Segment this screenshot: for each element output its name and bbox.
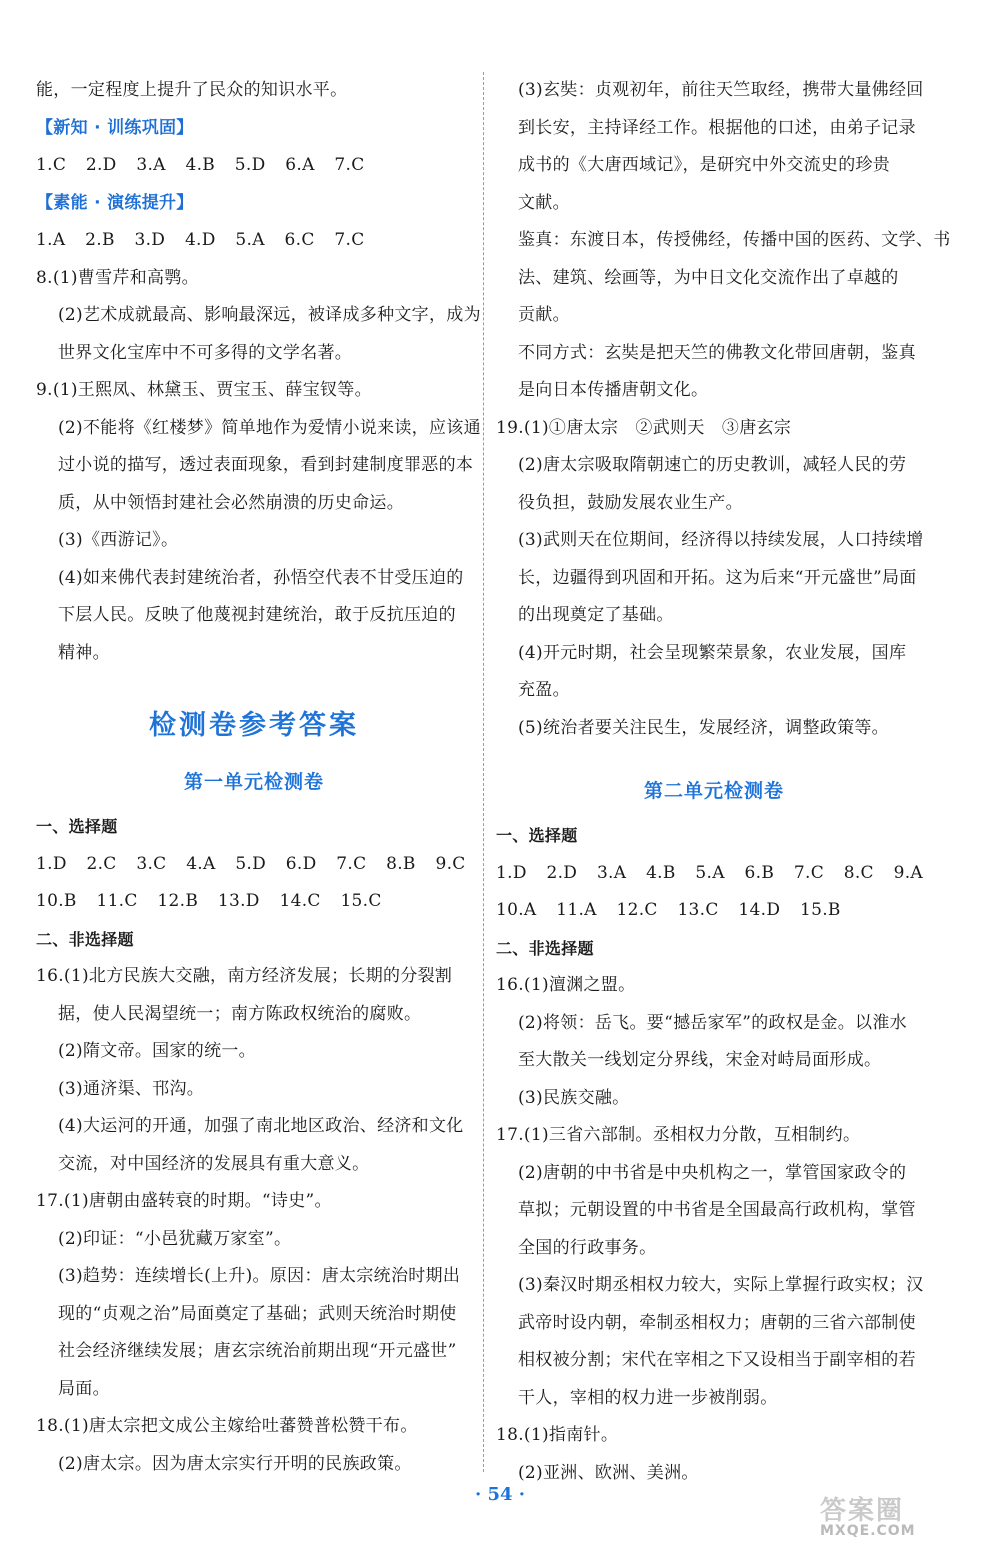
- non-choice-heading: 二、非选择题: [36, 929, 134, 949]
- text-line: 充盈。: [518, 680, 570, 700]
- text-line: 是向日本传播唐朝文化。: [518, 380, 709, 400]
- answer-row: [496, 855, 932, 893]
- answer: 3.A: [136, 155, 166, 175]
- answer: 5.A: [235, 230, 265, 250]
- text-line: 过小说的描写，透过表面现象，看到封建制度罪恶的本: [58, 455, 474, 475]
- answer: 4.B: [646, 862, 676, 883]
- section-tag-new-knowledge: 【新知 · 训练巩固】: [36, 117, 194, 138]
- text-line: 据，使人民渴望统一；南方陈政权统治的腐败。: [58, 1003, 422, 1024]
- non-choice-heading: 二、非选择题: [496, 938, 594, 958]
- question-8: 8.(1)曹雪芹和高鹗。: [36, 267, 199, 288]
- watermark: [820, 1490, 990, 1538]
- watermark-url: MXQE.COM: [820, 1523, 916, 1539]
- answer: 6.D: [285, 853, 317, 874]
- answer: 1.A: [36, 230, 66, 250]
- section-tag-ability: 【素能 · 演练提升】: [36, 192, 194, 213]
- text-line: 役负担，鼓励发展农业生产。: [518, 492, 743, 513]
- unit-2-title: 第二单元检测卷: [643, 780, 784, 802]
- text-line: (5)统治者要关注民生，发展经济，调整政策等。: [518, 717, 889, 738]
- text-line: 局面。: [58, 1378, 110, 1399]
- answer: 4.A: [186, 853, 216, 874]
- answer: 6.B: [744, 862, 775, 883]
- text-line: 的出现奠定了基础。: [518, 605, 674, 625]
- question-19: 19.(1)①唐太宗 ②武则天 ③唐玄宗: [496, 417, 792, 438]
- text-line: 成书的《大唐西域记》，是研究中外交流史的珍贵: [518, 155, 891, 175]
- text-line: (3)《西游记》。: [58, 530, 179, 550]
- answer: 1.C: [36, 155, 67, 175]
- answer: 2.C: [86, 853, 117, 874]
- answer: 2.D: [546, 862, 578, 883]
- text-line: 武帝时设内朝，牵制丞相权力；唐朝的三省六部制使: [518, 1312, 916, 1333]
- answer: 14.C: [279, 891, 321, 911]
- answer: 8.B: [386, 853, 416, 874]
- answer: 1.D: [36, 853, 67, 874]
- answer: 2.B: [85, 230, 115, 250]
- text-line: 法、建筑、绘画等，为中日文化交流作出了卓越的: [518, 267, 899, 288]
- text-line: 质，从中领悟封建社会必然崩溃的历史命运。: [58, 492, 404, 513]
- answer: 10.B: [36, 891, 77, 911]
- answer: 5.D: [235, 853, 267, 874]
- answer-row: [36, 883, 472, 921]
- text-line: (3)武则天在位期间，经济得以持续发展，人口持续增: [518, 530, 924, 550]
- text-line: 全国的行政事务。: [518, 1237, 657, 1258]
- text-line: (2)唐太宗吸取隋朝速亡的历史教训，减轻人民的劳: [518, 455, 907, 475]
- text-line: (2)将领：岳飞。要“撼岳家军”的政权是金。以淮水: [518, 1012, 907, 1033]
- right-column: [496, 72, 951, 1492]
- text-line: (2)不能将《红楼梦》简单地作为爱情小说来读，应该通: [58, 417, 481, 438]
- text-line: 不同方式：玄奘是把天竺的佛教文化带回唐朝，鉴真: [518, 342, 916, 363]
- answer: 7.C: [334, 155, 365, 175]
- page-number: · 54 ·: [474, 1484, 526, 1505]
- text-line: (3)秦汉时期丞相权力较大，实际上掌握行政实权；汉: [518, 1275, 924, 1295]
- answer: 7.C: [793, 862, 825, 883]
- answer: 6.C: [284, 230, 315, 250]
- answer: 5.A: [695, 862, 725, 883]
- answer: 8.C: [843, 862, 874, 883]
- answer: 7.C: [334, 230, 365, 250]
- text-line: (3)通济渠、邗沟。: [58, 1078, 205, 1099]
- answer: 15.C: [340, 891, 382, 911]
- text-line: 现的“贞观之治”局面奠定了基础；武则天统治时期使: [58, 1303, 457, 1324]
- text-line: 世界文化宝库中不可多得的文学名著。: [58, 342, 353, 363]
- question-17: 17.(1)三省六部制。丞相权力分散，互相制约。: [496, 1125, 861, 1145]
- answer: 2.D: [85, 155, 117, 175]
- watermark-logo: 答案圈: [820, 1496, 905, 1526]
- answer: 11.A: [556, 900, 597, 920]
- text-line: 到长安，主持译经工作。根据他的口述，由弟子记录: [518, 117, 916, 138]
- answer-row: [36, 846, 472, 884]
- answer-key-title: 检测卷参考答案: [149, 710, 359, 741]
- choice-heading: 一、选择题: [496, 826, 578, 845]
- text-line: 至大散关一线划定分界线，宋金对峙局面形成。: [518, 1050, 882, 1070]
- answer: 11.C: [96, 891, 138, 911]
- text-line: (3)玄奘：贞观初年，前往天竺取经，携带大量佛经回: [518, 80, 924, 100]
- answer: 12.B: [157, 891, 199, 911]
- unit-1-title: 第一单元检测卷: [183, 771, 324, 793]
- text-line: (4)大运河的开通，加强了南北地区政治、经济和文化: [58, 1116, 464, 1136]
- question-16: 16.(1)澶渊之盟。: [496, 975, 636, 995]
- question-18: 18.(1)指南针。: [496, 1425, 619, 1445]
- text-line: 相权被分割；宋代在宰相之下又设相当于副宰相的若: [518, 1350, 916, 1370]
- text-line: (2)隋文帝。国家的统一。: [58, 1041, 256, 1061]
- text-line: 鉴真：东渡日本，传授佛经，传播中国的医药、文学、书: [518, 230, 951, 250]
- question-18: 18.(1)唐太宗把文成公主嫁给吐蕃赞普松赞干布。: [36, 1416, 418, 1436]
- answer: 6.A: [285, 155, 315, 175]
- text-line: (4)开元时期，社会呈现繁荣景象，农业发展，国库: [518, 642, 907, 663]
- text-line: 能，一定程度上提升了民众的知识水平。: [36, 80, 348, 100]
- text-line: (2)艺术成就最高、影响最深远，被译成多种文字，成为: [58, 305, 481, 325]
- text-line: (2)亚洲、欧洲、美洲。: [518, 1462, 699, 1483]
- answer-row: [36, 222, 472, 260]
- text-line: (3)民族交融。: [518, 1087, 630, 1108]
- text-line: 交流，对中国经济的发展具有重大意义。: [58, 1153, 370, 1174]
- answer: 7.C: [336, 853, 367, 874]
- answer: 13.D: [217, 891, 260, 911]
- answer-row: [496, 892, 932, 930]
- answer: 3.A: [596, 862, 627, 883]
- question-17: 17.(1)唐朝由盛转衰的时期。“诗史”。: [36, 1191, 332, 1211]
- choice-heading: 一、选择题: [36, 817, 118, 836]
- answer: 4.D: [184, 230, 216, 250]
- answer: 5.D: [234, 155, 266, 175]
- text-line: 社会经济继续发展；唐玄宗统治前期出现“开元盛世”: [58, 1341, 457, 1361]
- text-line: 精神。: [58, 642, 110, 663]
- left-column: [36, 72, 481, 1483]
- answer: 4.B: [185, 155, 216, 175]
- answer: 14.D: [738, 900, 781, 920]
- answer: 1.D: [496, 862, 527, 883]
- text-line: (2)印证：“小邑犹藏万家室”。: [58, 1228, 292, 1249]
- text-line: (2)唐朝的中书省是中央机构之一，掌管国家政令的: [518, 1162, 907, 1183]
- answer: 12.C: [616, 900, 658, 920]
- column-divider: [483, 72, 484, 1472]
- text-line: (4)如来佛代表封建统治者，孙悟空代表不甘受压迫的: [58, 567, 464, 588]
- answer: 10.A: [496, 900, 537, 920]
- text-line: 贡献。: [518, 305, 570, 325]
- answer-row: [36, 147, 472, 185]
- question-9: 9.(1)王熙凤、林黛玉、贾宝玉、薛宝钗等。: [36, 380, 372, 400]
- text-line: (3)趋势：连续增长(上升)。原因：唐太宗统治时期出: [58, 1266, 461, 1286]
- answer: 9.C: [435, 853, 466, 874]
- answer: 13.C: [677, 900, 719, 920]
- answer: 3.C: [136, 853, 167, 874]
- text-line: 文献。: [518, 192, 570, 213]
- answer: 9.A: [893, 862, 923, 883]
- text-line: 下层人民。反映了他蔑视封建统治，敢于反抗压迫的: [58, 605, 456, 625]
- text-line: 草拟；元朝设置的中书省是全国最高行政机构，掌管: [518, 1200, 916, 1220]
- answer: 15.B: [800, 900, 841, 920]
- text-line: (2)唐太宗。因为唐太宗实行开明的民族政策。: [58, 1453, 412, 1474]
- text-line: 干人，宰相的权力进一步被削弱。: [518, 1387, 778, 1408]
- question-16: 16.(1)北方民族大交融，南方经济发展；长期的分裂割: [36, 966, 453, 986]
- text-line: 长，边疆得到巩固和开拓。这为后来“开元盛世”局面: [518, 567, 917, 588]
- answer: 3.D: [134, 230, 166, 250]
